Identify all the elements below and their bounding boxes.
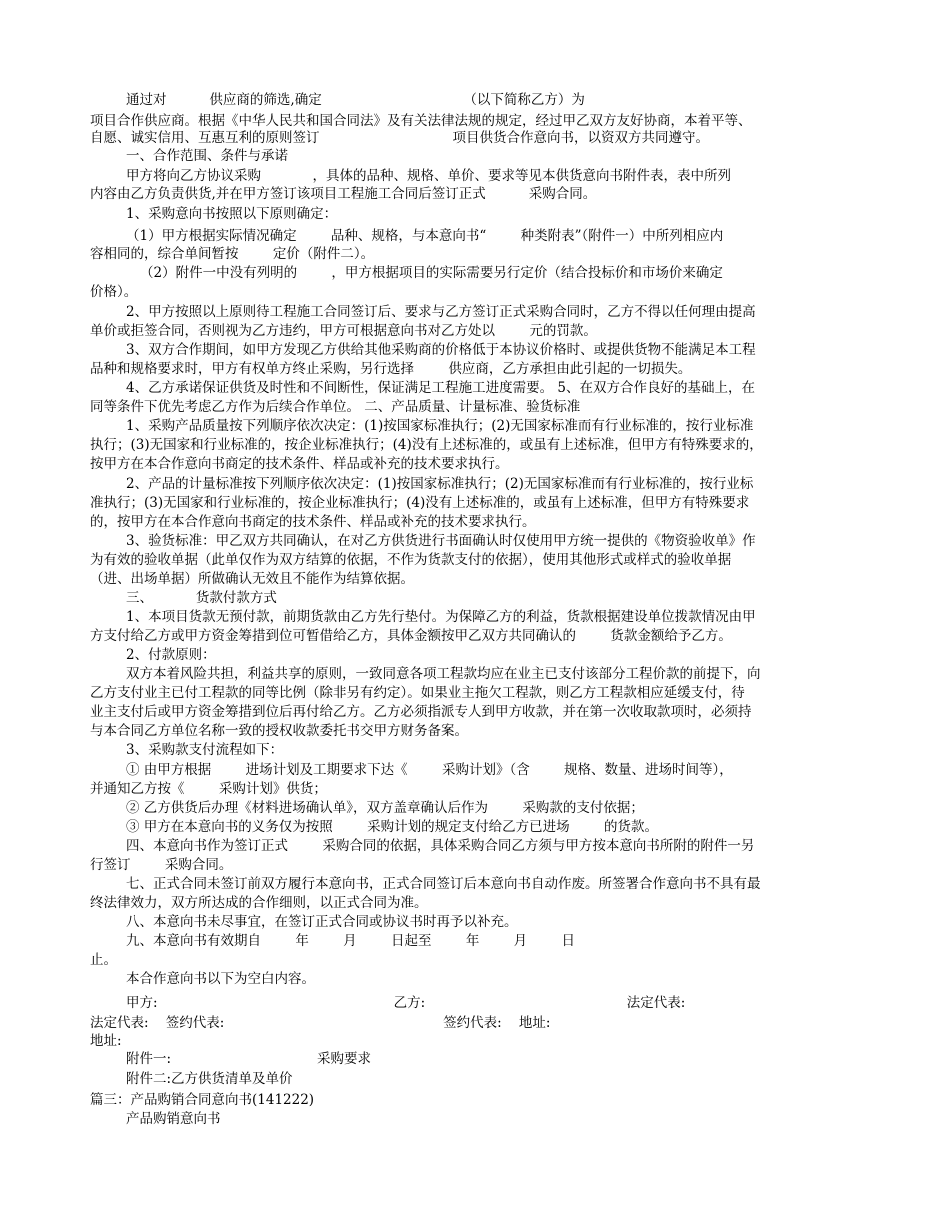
- text-line: 内容由乙方负责供货,并在甲方签订该项目工程施工合同后签订正式 采购合同。: [90, 186, 597, 202]
- section-heading-9: 九、本意向书有效期自 年 月 日起至 年 月 日: [126, 933, 575, 949]
- text-line: ② 乙方供货后办理《材料进场确认单》，双方盖章确认后作为 采购款的支付依据；: [126, 800, 644, 816]
- text-line: 1、采购意向书按照以下原则确定：: [126, 206, 338, 222]
- text-line: （2）附件一中没有列明的 ，甲方根据项目的实际需要另行定价（结合投标价和市场价来确定: [140, 265, 723, 281]
- text-line: ① 由甲方根据 进场计划及工期要求下达《 采购计划》（含 规格、数量、进场时间等），: [126, 762, 733, 778]
- text-line: 品种和规格要求时，甲方有权单方终止采购，另行选择 供应商，乙方承担由此引起的一切损失。: [90, 361, 692, 377]
- section-heading-8: 八、本意向书未尽事宜，在签订正式合同或协议书时再予以补充。: [126, 914, 518, 930]
- text-line: 项目合作供应商。根据《中华人民共和国合同法》及有关法律法规的规定，经过甲乙双方友好协商，本着平等、: [90, 113, 752, 129]
- text-line: 双方本着风险共担，利益共享的原则，一致同意各项工程款均应在业主已支付该部分工程价款的前提下，向: [126, 666, 761, 682]
- text-line: 1、采购产品质量按下列顺序依次决定：(1)按国家标准执行；(2)无国家标准而有行业标准的，按行业标准: [126, 418, 754, 434]
- text-line: （进、出场单据）所做确认无效且不能作为结算依据。: [90, 571, 414, 587]
- signature-party-line: 甲方: 乙方: 法定代表:: [126, 995, 686, 1011]
- section-heading-3: 三、 货款付款方式: [126, 590, 277, 606]
- text-line: 3、采购款支付流程如下：: [126, 742, 284, 758]
- text-line: 止。: [90, 952, 117, 968]
- text-line: ③ 甲方在本意向书的义务仅为按照 采购计划的规定支付给乙方已进场 的货款。: [126, 819, 658, 835]
- text-line: 本合作意向书以下为空白内容。: [126, 971, 315, 987]
- text-line: 3、验货标准：甲乙双方共同确认，在对乙方供货进行书面确认时仅使用甲方统一提供的《物资验收单》作: [126, 533, 756, 549]
- text-line: 方支付给乙方或甲方资金筹措到位可暂借给乙方，具体金额按甲乙双方共同确认的 货款金额给予乙方。: [90, 628, 732, 644]
- text-line: 2、产品的计量标准按下列顺序依次决定：(1)按国家标准执行；(2)无国家标准而有行业标准的，按行业标: [126, 476, 754, 492]
- text-line-opening: 通过对 供应商的筛选,确定 （以下简称乙方）为: [126, 92, 585, 108]
- chapter-subtitle: 产品购销意向书: [126, 1111, 221, 1127]
- text-line: 同等条件下优先考虑乙方作为后续合作单位。 二、产品质量、计量标准、验货标准: [90, 399, 581, 415]
- text-line: 为有效的验收单据（此单仅作为双方结算的依据，不作为货款支付的依据），使用其他形式或样式的验收单据: [90, 552, 732, 568]
- text-line: 3、双方合作期间，如甲方发现乙方供给其他采购商的价格低于本协议价格时、或提供货物不能满足本工程: [126, 342, 756, 358]
- attachment-2-line: 附件二:乙方供货清单及单价: [126, 1071, 293, 1087]
- section-heading-7: 七、正式合同未签订前双方履行本意向书，正式合同签订后本意向书自动作废。所签署合作意向书不具有最: [126, 876, 761, 892]
- signature-address-line: 地址:: [90, 1033, 122, 1049]
- section-heading-1: 一、合作范围、条件与承诺: [126, 148, 288, 164]
- text-line: 与本合同乙方单位名称一致的授权收款委托书交甲方财务备案。: [90, 723, 468, 739]
- text-line: 的，按甲方在本合作意向书商定的技术条件、样品或补充的技术要求执行。: [90, 514, 536, 530]
- section-heading-4: 四、本意向书作为签订正式 采购合同的依据，具体采购合同乙方须与甲方按本意向书所附的附件一另: [126, 838, 755, 854]
- text-line: 自愿、诚实信用、互惠互利的原则签订 项目供货合作意向书，以资双方共同遵守。: [90, 130, 710, 146]
- text-line: 准执行；(3)无国家和行业标准的，按企业标准执行；(4)没有上述标准的，或虽有上述标准，但甲方有特殊要求: [90, 495, 750, 511]
- text-line: 按甲方在本合作意向书商定的技术条件、样品或补充的技术要求执行。: [90, 456, 509, 472]
- chapter-heading: 篇三：产品购销合同意向书(141222): [90, 1092, 315, 1108]
- signature-representative-line: 法定代表: 签约代表: 签约代表: 地址:: [90, 1015, 551, 1031]
- text-line: 乙方支付业主已付工程款的同等比例（除非另有约定）。如果业主拖欠工程款，则乙方工程款相应延缓支付，待: [90, 685, 745, 701]
- text-line: 执行；(3)无国家和行业标准的，按企业标准执行；(4)没有上述标准的，或虽有上述标准，但甲方有特殊要求的，: [90, 437, 763, 453]
- text-line: 终法律效力，双方所达成的合作细则，以正式合同为准。: [90, 895, 428, 911]
- text-line: 甲方将向乙方协议采购 ，具体的品种、规格、单价、要求等见本供货意向书附件表，表中所列: [126, 168, 731, 184]
- text-line: 并通知乙方按《 采购计划》供货；: [90, 781, 327, 797]
- text-line: 业主支付后或甲方资金筹措到位后再付给乙方。乙方必须指派专人到甲方收款，并在第一次收取款项时，必须持: [90, 704, 752, 720]
- attachment-1-line: 附件一: 采购要求: [126, 1051, 371, 1067]
- text-line: 2、甲方按照以上原则待工程施工合同签订后、要求与乙方签订正式采购合同时，乙方不得以任何理由提高: [126, 304, 756, 320]
- text-line: 1、本项目货款无预付款，前期货款由乙方先行垫付。为保障乙方的利益，货款根据建设单位拨款情况由甲: [126, 609, 756, 625]
- text-line: 行签订 采购合同。: [90, 857, 233, 873]
- text-line: 容相同的，综合单间暂按 定价（附件二）。: [90, 246, 375, 262]
- text-line: 4、乙方承诺保证供货及时性和不间断性，保证满足工程施工进度需要。 5、在双方合作良好的基础上，在: [126, 380, 755, 396]
- text-line: 价格）。: [90, 284, 138, 300]
- text-line: 2、付款原则：: [126, 647, 216, 663]
- text-line: （1）甲方根据实际情况确定 品种、规格，与本意向书“ 种类附表”（附件一）中所列相应内: [126, 228, 724, 244]
- text-line: 单价或拒签合同，否则视为乙方违约，甲方可根据意向书对乙方处以 元的罚款。: [90, 323, 597, 339]
